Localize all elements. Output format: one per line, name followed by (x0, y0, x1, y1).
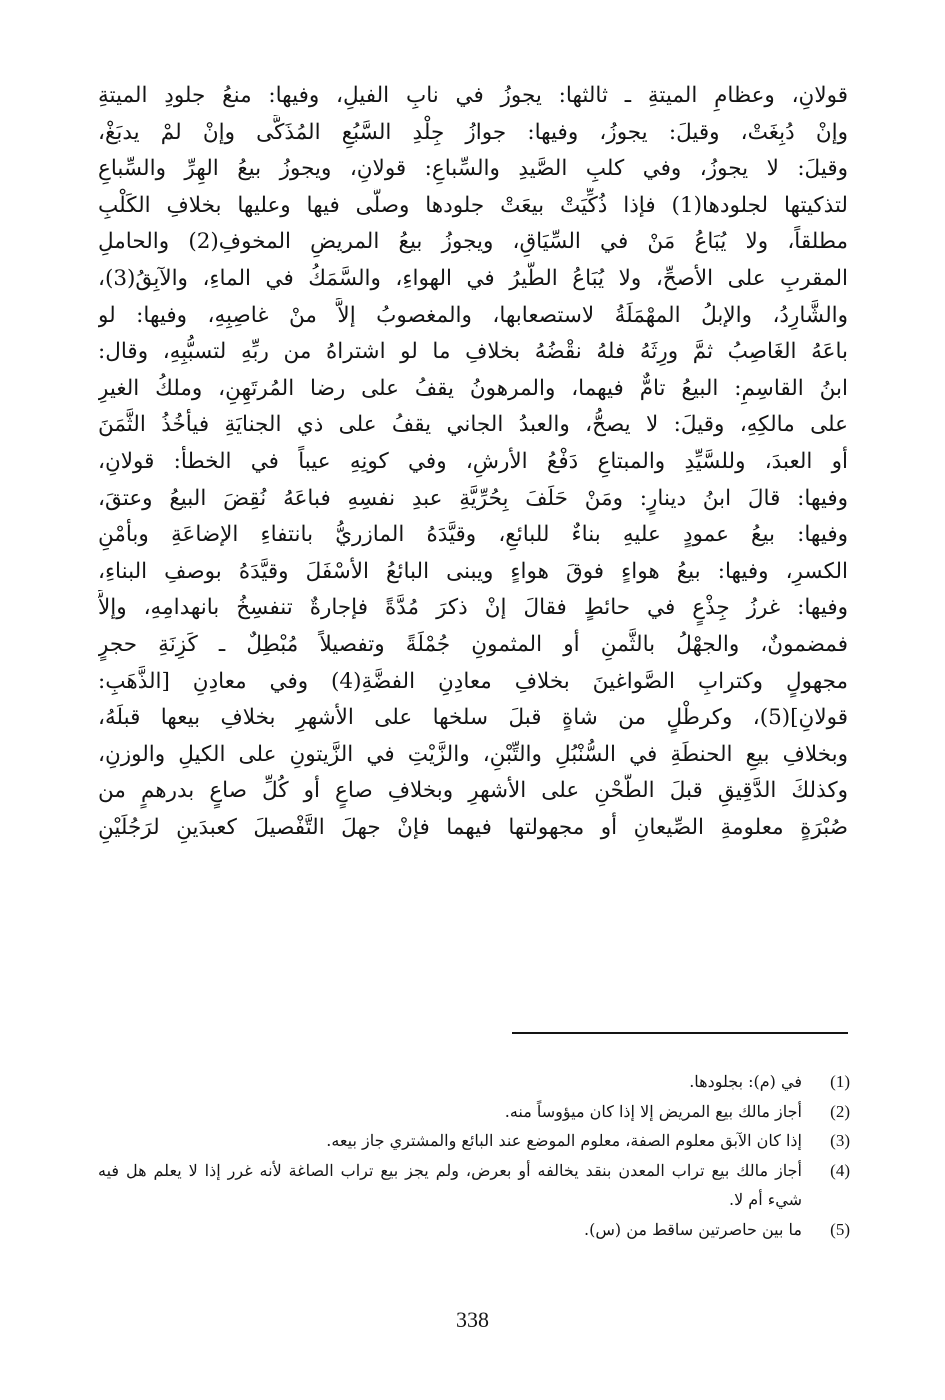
text-line: وإنْ دُبِغَتْ، وقيلَ: يجوزُ، وفيها: جوازُ جِلْدِ السَّبُعِ المُذَكَّى وإنْ لمْ يدبَغْ، (98, 119, 848, 145)
footnote-text: إذا كان الآبق معلوم الصفة، معلوم الموضع عند البائع والمشتري جاز بيعه. (326, 1131, 802, 1150)
text-line: وبخلافِ بيعِ الحنطَةِ في السُّنْبُلِ والتِّبْنِ، والزَّيْتِ في الزَّيتونِ على الكيلِ والوزنِ، (98, 741, 848, 767)
text-line: وفيها: قالَ ابنُ دينارٍ: ومَنْ حَلَفَ بِحُرِّيَّةِ عبدِ نفسِهِ فباعَهُ نُقِضَ البيعُ وعتقَ، (98, 485, 848, 511)
footnote-number: (1) (830, 1072, 850, 1091)
text-line: مطلقاً، ولا يُبَاعُ مَنْ في السِّيَاقِ، ويجوزُ بيعُ المريضِ المخوفِ(2) والحاملِ (98, 229, 848, 255)
footnote-text: في (م): بجلودها. (689, 1072, 802, 1091)
text-line: والشَّارِدُ، والإبلُ المهْمَلَةُ لاستصعابها، والمغصوبُ إلاَّ منْ غاصِبِهِ، وفيها: لو (98, 302, 848, 328)
text-line: مجهولٍ وكترابِ الصَّواغينَ بخلافِ معادِنِ الفضَّةِ(4) وفي معادِنِ [الذَّهَبِ: (98, 668, 848, 694)
text-line: وفيها: غرزُ جِذْعٍ في حائطٍ فقالَ إنْ ذكرَ مُدَّةً فإجارةٌ تنفسِخُ بانهدامِهِ، وإلاَّ (98, 595, 848, 621)
text-line: الكسرِ، وفيها: بيعُ هواءٍ فوقَ هواءٍ ويبنى البائعُ الأسْفَلَ وقيَّدَهُ بوصفِ البناءِ، (98, 558, 848, 584)
footnote-text: ما بين حاصرتين ساقط من (س). (584, 1219, 802, 1239)
text-line: قولانِ](5)، وكرطْلٍ من شاةٍ قبلَ سلخها على الأشهرِ بخلافِ بيعها قبلَهُ، (98, 705, 848, 731)
text-line: فمضمونٌ، والجهْلُ بالثَّمنِ أو المثمونِ جُمْلَةً وتفصيلاً مُبْطِلٌ ـ كَزِنَةِ حجرٍ (98, 631, 848, 657)
footnote-item (98, 1067, 850, 1097)
footnote-item (98, 1215, 850, 1245)
text-line: وفيها: بيعُ عمودٍ عليهِ بناءٌ للبائعِ، وقيَّدَهُ المازريُّ بانتفاءِ الإضاعَةِ وبأمْنِ (98, 522, 848, 548)
text-line: وقيلَ: لا يجوزُ، وفي كلبِ الصَّيدِ والسِّباعِ: قولانِ، ويجوزُ بيعُ الهِرِّ والسِّباعِ (98, 156, 848, 182)
footnote-item (98, 1097, 850, 1127)
footnote-text: أجاز مالك بيع المريض إلا إذا كان ميؤوساً منه. (504, 1101, 802, 1121)
footnote-item (98, 1126, 850, 1156)
footnote-number: (3) (830, 1131, 850, 1150)
text-line: باعَهُ الغَاصِبُ ثمَّ ورِثَهُ فلهُ نقْضُهُ بخلافِ ما لو اشتراهُ من ربِّهِ لتسبُّبِهِ، وقال: (98, 339, 848, 365)
main-text-block (98, 78, 848, 846)
text-line: لتذكيتها لجلودها(1) فإذا ذُكِّيَتْ بيعَتْ جلودها وصلَّى فيها وعليها بخلافِ الكَلْبِ (98, 192, 848, 218)
text-line: المقربِ على الأصحِّ، ولا يُبَاعُ الطَّيرُ في الهواءِ، والسَّمَكُ في الماءِ، والآبِقُ(3)، (98, 265, 848, 291)
footnote-text: أجاز مالك بيع تراب المعدن بنقد يخالفه أو بعرض، ولم يجز بيع تراب الصاغة لأنه غرر إذا لا يعلم هل فيه شيء أم لا. (98, 1160, 803, 1209)
footnote-number: (2) (830, 1101, 850, 1121)
footnote-number: (4) (830, 1160, 850, 1180)
text-line: قولانِ، وعظامِ الميتةِ ـ ثالثها: يجوزُ في نابِ الفيلِ، وفيها: منعُ جلودِ الميتةِ (98, 83, 848, 108)
text-line: صُبْرَةٍ معلومةِ الصِّيعانِ أو مجهولتها فيهما فإنْ جهلَ التَّفْصيلَ كعبدَينِ لرَجُلَيْنِ (98, 814, 848, 840)
footnote-item (98, 1156, 850, 1215)
text-line: وكذلكَ الدَّقِيقِ قبلَ الطَّحْنِ على الأشهرِ وبخلافِ صاعٍ أو كُلِّ صاعٍ بدرهمٍ من (98, 778, 848, 804)
footnote-divider (512, 1032, 848, 1034)
text-line: أو العبدَ، وللسَّيِّدِ والمبتاعِ دَفْعُ الأرشِ، وفي كونِهِ عيباً في الخطأ: قولانِ، (98, 448, 848, 474)
text-line: ابنُ القاسِمِ: البيعُ تامٌّ فيهما، والمرهونُ يقفُ على رضا المُرتَهِنِ، وملكُ الغيرِ (98, 375, 848, 401)
text-line: على مالكِهِ، وقيلَ: لا يصحُّ، والعبدُ الجاني يقفُ على ذي الجنايَةِ فيأخُذُ الثَّمَنَ (98, 412, 848, 438)
footnote-number: (5) (830, 1219, 850, 1239)
page-number: 338 (456, 1307, 489, 1332)
footnotes-list (98, 1067, 850, 1244)
